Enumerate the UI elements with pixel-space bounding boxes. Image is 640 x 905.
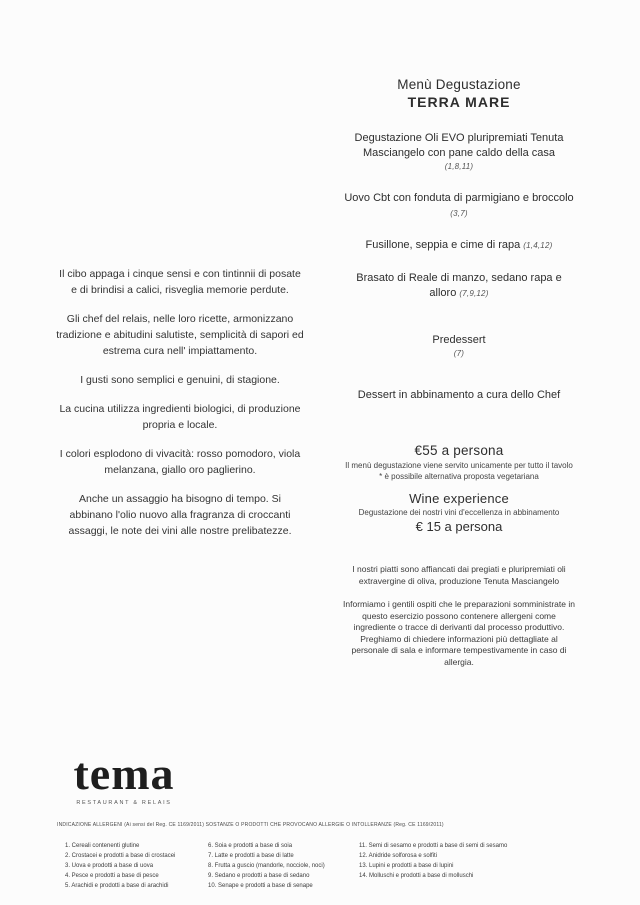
course-item bbox=[342, 238, 576, 253]
menu-title: Menù Degustazione bbox=[397, 77, 521, 92]
allergen-item: 14. Molluschi e prodotti a base di molluschi bbox=[359, 873, 474, 879]
allergen-item: 11. Semi di sesamo e prodotti a base di semi di sesamo bbox=[359, 843, 508, 849]
course-item bbox=[342, 388, 576, 403]
allergen-item: 13. Lupini e prodotti a base di lupini bbox=[359, 863, 454, 869]
course-name: Dessert in abbinamento a cura dello Chef bbox=[357, 389, 561, 401]
course-name: Fusillone, seppia e cime di rapa bbox=[365, 239, 521, 251]
wine-experience-price: € 15 a persona bbox=[415, 519, 503, 534]
course-name: Predessert bbox=[432, 334, 486, 346]
menu-subtitle: TERRA MARE bbox=[407, 94, 511, 110]
course-item bbox=[342, 333, 576, 360]
course-allergens: (7,9,12) bbox=[459, 289, 489, 298]
philosophy-paragraph: La cucina utilizza ingredienti biologici, di produzione propria e locale. bbox=[59, 403, 301, 431]
brand-block bbox=[68, 750, 180, 806]
vegetarian-note: * è possibile alternativa proposta vegetariana bbox=[379, 472, 539, 481]
restaurant-tagline: RESTAURANT & RELAIS bbox=[76, 800, 172, 806]
philosophy-paragraph: Anche un assaggio ha bisogno di tempo. Si abbinano l'olio nuovo alla fragranza di croccanti assaggi, le note dei vini alle nostre prelibatezze. bbox=[68, 493, 292, 537]
menu-price: €55 a persona bbox=[414, 443, 504, 458]
allergen-item: 12. Anidride solforosa e solfiti bbox=[359, 853, 438, 859]
course-name: Degustazione Oli EVO pluripremiati Tenuta Masciangelo con pane caldo della casa bbox=[354, 132, 564, 159]
philosophy-paragraph: I gusti sono semplici e genuini, di stagione. bbox=[80, 374, 280, 386]
philosophy-paragraph: I colori esplodono di vivacità: rosso pomodoro, viola melanzana, giallo oro paglierino. bbox=[59, 448, 301, 476]
course-allergens: (1,8,11) bbox=[444, 162, 474, 171]
course-allergens: (1,4,12) bbox=[523, 241, 553, 250]
allergen-column-1 bbox=[65, 841, 175, 891]
oil-note: I nostri piatti sono affiancati dai pregiati e pluripremiati oli extravergine di oliva, produzione Tenuta Masciangelo bbox=[352, 564, 566, 586]
allergen-item: 1. Cereali contenenti glutine bbox=[65, 843, 140, 849]
allergen-item: 3. Uova e prodotti a base di uova bbox=[65, 863, 154, 869]
allergen-item: 6. Soia e prodotti a base di soia bbox=[208, 843, 293, 849]
allergen-legend-header: INDICAZIONE ALLERGENI (Ai sensi del Reg. CE 1169/2011) SOSTANZE O PRODOTTI CHE PROVOCANO ALLERGIE O INTOLLERANZE (Reg. CE 1169/2011) bbox=[57, 822, 444, 828]
allergen-item: 7. Latte e prodotti a base di latte bbox=[208, 853, 294, 859]
allergen-legend bbox=[57, 822, 597, 901]
allergen-item: 8. Frutta a guscio (mandorle, nocciole, noci) bbox=[208, 863, 325, 869]
wine-experience-title: Wine experience bbox=[409, 491, 509, 506]
course-name: Brasato di Reale di manzo, sedano rapa e alloro bbox=[356, 272, 562, 299]
allergen-columns bbox=[57, 841, 597, 901]
allergen-item: 5. Arachidi e prodotti a base di arachidi bbox=[65, 883, 169, 889]
philosophy-column bbox=[56, 266, 304, 552]
allergen-column-3 bbox=[359, 841, 507, 881]
course-allergens: (7) bbox=[453, 349, 465, 358]
course-item bbox=[342, 271, 576, 301]
course-item bbox=[342, 131, 576, 173]
pricing-block bbox=[342, 441, 576, 536]
menu-price-note: Il menù degustazione viene servito unicamente per tutto il tavolo bbox=[345, 461, 573, 470]
course-name: Uovo Cbt con fonduta di parmigiano e broccolo bbox=[344, 192, 574, 204]
allergen-column-2 bbox=[208, 841, 325, 891]
allergen-item: 10. Senape e prodotti a base di senape bbox=[208, 883, 313, 889]
allergen-item: 4. Pesce e prodotti a base di pesce bbox=[65, 873, 159, 879]
allergen-item: 9. Sedano e prodotti a base di sedano bbox=[208, 873, 310, 879]
allergen-disclaimer: Informiamo i gentili ospiti che le preparazioni somministrate in questo esercizio possono contenere allergeni come ingrediente o tracce di derivanti dal processo produttivo. Preghiamo di chiedere informazioni più dettagliate al personale di sala e informare tempestivamente in caso di allergia. bbox=[343, 599, 575, 667]
course-item bbox=[342, 191, 576, 221]
course-allergens: (3,7) bbox=[450, 209, 468, 218]
tasting-menu bbox=[342, 76, 576, 668]
restaurant-logo: tema bbox=[73, 748, 175, 799]
wine-experience-note: Degustazione dei nostri vini d'eccellenza in abbinamento bbox=[358, 508, 560, 517]
allergen-item: 2. Crostacei e prodotti a base di crostacei bbox=[65, 853, 176, 859]
philosophy-paragraph: Gli chef del relais, nelle loro ricette, armonizzano tradizione e abitudini salutiste, semplicità di sapori ed estrema cura nell' impiattamento. bbox=[56, 313, 304, 357]
philosophy-paragraph: Il cibo appaga i cinque sensi e con tintinnii di posate e di brindisi a calici, risveglia memorie perdute. bbox=[59, 268, 301, 296]
